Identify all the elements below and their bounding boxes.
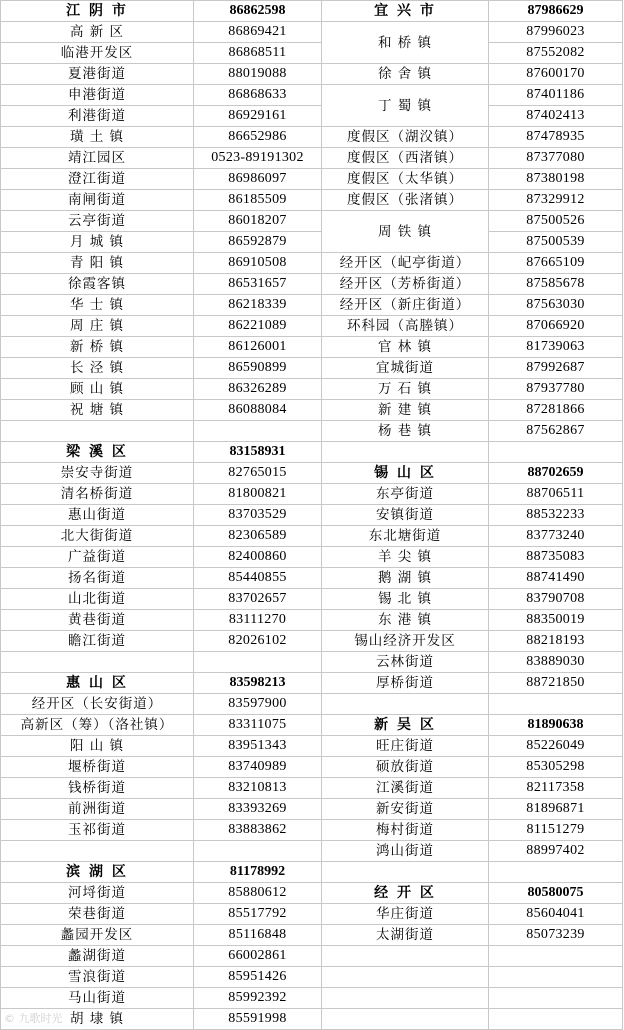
phone-number: 86218339 [194,295,322,316]
table-row [1,883,623,904]
table-row [1,400,623,421]
table-row [1,274,623,295]
phone-number: 85517792 [194,904,322,925]
subdistrict-name: 太湖街道 [322,925,489,946]
phone-number: 86185509 [194,190,322,211]
phone-number: 88741490 [489,568,623,589]
subdistrict-name: 东 港 镇 [322,610,489,631]
district-name: 惠 山 区 [1,673,194,694]
subdistrict-name [322,946,489,967]
phone-number: 88721850 [489,673,623,694]
subdistrict-name: 广益街道 [1,547,194,568]
phone-number: 83111270 [194,610,322,631]
table-row [1,925,623,946]
subdistrict-name: 度假区（太华镇） [322,169,489,190]
phone-number [194,841,322,862]
phone-number [194,421,322,442]
phone-number: 82400860 [194,547,322,568]
subdistrict-name: 夏港街道 [1,64,194,85]
district-name: 江 阴 市 [1,1,194,22]
table-row [1,526,623,547]
table-row [1,715,623,736]
subdistrict-name: 经开区（芳桥街道） [322,274,489,295]
subdistrict-name: 扬名街道 [1,568,194,589]
phone-number: 82306589 [194,526,322,547]
phone-number: 87281866 [489,400,623,421]
phone-number: 83311075 [194,715,322,736]
phone-number: 82765015 [194,463,322,484]
table-row [1,484,623,505]
phone-number: 86326289 [194,379,322,400]
phone-number: 83883862 [194,820,322,841]
table-row [1,358,623,379]
table-row [1,316,623,337]
subdistrict-name [322,967,489,988]
table-row [1,64,623,85]
table-row [1,106,623,127]
phone-number: 83790708 [489,589,623,610]
phone-number: 85226049 [489,736,623,757]
table-row [1,1,623,22]
subdistrict-name: 长 泾 镇 [1,358,194,379]
subdistrict-name: 周 庄 镇 [1,316,194,337]
subdistrict-name: 云林街道 [322,652,489,673]
subdistrict-name: 瞻江街道 [1,631,194,652]
subdistrict-name: 堰桥街道 [1,757,194,778]
subdistrict-name: 月 城 镇 [1,232,194,253]
subdistrict-name: 蠡湖街道 [1,946,194,967]
phone-number: 87563030 [489,295,623,316]
subdistrict-name: 钱桥街道 [1,778,194,799]
phone-number: 86221089 [194,316,322,337]
phone-number: 83740989 [194,757,322,778]
subdistrict-name: 经开区（新庄街道） [322,295,489,316]
subdistrict-name: 云亭街道 [1,211,194,232]
phone-number [489,1009,623,1030]
subdistrict-name: 羊 尖 镇 [322,547,489,568]
phone-number: 81800821 [194,484,322,505]
phone-number: 0523-89191302 [194,148,322,169]
subdistrict-name: 徐霞客镇 [1,274,194,295]
subdistrict-name: 度假区（湖㳇镇） [322,127,489,148]
subdistrict-name: 万 石 镇 [322,379,489,400]
table-row [1,736,623,757]
phone-number: 81896871 [489,799,623,820]
phone-number: 81739063 [489,337,623,358]
subdistrict-name [1,421,194,442]
phone-number [489,967,623,988]
subdistrict-name: 鹅 湖 镇 [322,568,489,589]
subdistrict-name: 度假区（张渚镇） [322,190,489,211]
table-row [1,421,623,442]
table-row [1,967,623,988]
phone-number: 83597900 [194,694,322,715]
subdistrict-name: 环科园（高塍镇） [322,316,489,337]
table-body [1,1,623,1030]
phone-number: 83702657 [194,589,322,610]
table-row [1,232,623,253]
district-name: 滨 湖 区 [1,862,194,883]
district-name: 梁 溪 区 [1,442,194,463]
phone-number: 87500526 [489,211,623,232]
subdistrict-name: 经开区（长安街道） [1,694,194,715]
subdistrict-name [322,1009,489,1030]
table-row [1,43,623,64]
phone-number: 87401186 [489,85,623,106]
subdistrict-name: 安镇街道 [322,505,489,526]
table-row [1,841,623,862]
phone-number: 86869421 [194,22,322,43]
subdistrict-name: 旺庄街道 [322,736,489,757]
subdistrict-name [322,862,489,883]
table-row [1,820,623,841]
subdistrict-name: 荣巷街道 [1,904,194,925]
subdistrict-name: 杨 巷 镇 [322,421,489,442]
subdistrict-name: 硕放街道 [322,757,489,778]
phone-number [194,652,322,673]
subdistrict-name [322,988,489,1009]
subdistrict-name: 马山街道 [1,988,194,1009]
phone-number: 86088084 [194,400,322,421]
phone-number: 86126001 [194,337,322,358]
phone-number: 87329912 [489,190,623,211]
subdistrict-name: 和 桥 镇 [322,22,489,64]
subdistrict-name: 祝 塘 镇 [1,400,194,421]
table-row [1,652,623,673]
district-phone: 87986629 [489,1,623,22]
phone-number: 66002861 [194,946,322,967]
district-phone: 81178992 [194,862,322,883]
phone-number: 86018207 [194,211,322,232]
phone-number [489,442,623,463]
phone-number: 87600170 [489,64,623,85]
phone-number: 86868511 [194,43,322,64]
phone-number: 82117358 [489,778,623,799]
phone-number: 85591998 [194,1009,322,1030]
subdistrict-name: 惠山街道 [1,505,194,526]
phone-number: 88019088 [194,64,322,85]
phone-number: 85951426 [194,967,322,988]
table-row [1,295,623,316]
table-row [1,337,623,358]
district-phone: 88702659 [489,463,623,484]
subdistrict-name: 璜 土 镇 [1,127,194,148]
table-row [1,463,623,484]
subdistrict-name [322,694,489,715]
subdistrict-name: 锡山经济开发区 [322,631,489,652]
subdistrict-name: 山北街道 [1,589,194,610]
phone-number: 86986097 [194,169,322,190]
subdistrict-name: 清名桥街道 [1,484,194,505]
phone-number: 87937780 [489,379,623,400]
phone-number: 86590899 [194,358,322,379]
table-row [1,211,623,232]
table-row [1,505,623,526]
subdistrict-name: 阳 山 镇 [1,736,194,757]
table-row [1,1009,623,1030]
phone-number: 85116848 [194,925,322,946]
subdistrict-name: 华 士 镇 [1,295,194,316]
subdistrict-name: 官 林 镇 [322,337,489,358]
subdistrict-name: 青 阳 镇 [1,253,194,274]
subdistrict-name: 度假区（西渚镇） [322,148,489,169]
subdistrict-name [1,652,194,673]
phone-number [489,862,623,883]
subdistrict-name: 宜城街道 [322,358,489,379]
table-row [1,568,623,589]
phone-number: 82026102 [194,631,322,652]
phone-number: 87380198 [489,169,623,190]
subdistrict-name: 经开区（屺亭街道） [322,253,489,274]
phone-number [489,694,623,715]
phone-number: 88706511 [489,484,623,505]
phone-number: 81151279 [489,820,623,841]
subdistrict-name: 鸿山街道 [322,841,489,862]
table-row [1,379,623,400]
phone-number: 88532233 [489,505,623,526]
subdistrict-name: 前洲街道 [1,799,194,820]
watermark: © 九歌时光 [4,1012,63,1025]
district-phone: 81890638 [489,715,623,736]
phone-number: 85604041 [489,904,623,925]
phone-number: 87066920 [489,316,623,337]
table-row [1,946,623,967]
subdistrict-name: 河埒街道 [1,883,194,904]
subdistrict-name: 顾 山 镇 [1,379,194,400]
phone-number: 87992687 [489,358,623,379]
table-row [1,547,623,568]
subdistrict-name: 新 建 镇 [322,400,489,421]
subdistrict-name: 新安街道 [322,799,489,820]
phone-number: 85992392 [194,988,322,1009]
table-row [1,22,623,43]
subdistrict-name: 高 新 区 [1,22,194,43]
table-row [1,988,623,1009]
district-name: 经 开 区 [322,883,489,904]
phone-number: 83889030 [489,652,623,673]
phone-number: 83951343 [194,736,322,757]
subdistrict-name: 锡 北 镇 [322,589,489,610]
subdistrict-name: 周 铁 镇 [322,211,489,253]
phone-number: 87377080 [489,148,623,169]
phone-number: 87665109 [489,253,623,274]
subdistrict-name [322,442,489,463]
subdistrict-name: 江溪街道 [322,778,489,799]
table-row [1,694,623,715]
subdistrict-name: 靖江园区 [1,148,194,169]
subdistrict-name: 崇安寺街道 [1,463,194,484]
subdistrict-name: 东北塘街道 [322,526,489,547]
subdistrict-name: 胡 埭 镇 [1,1009,194,1030]
phone-number: 88218193 [489,631,623,652]
phone-number: 86910508 [194,253,322,274]
phone-number: 86652986 [194,127,322,148]
table-row [1,442,623,463]
subdistrict-name [1,841,194,862]
phone-number: 88997402 [489,841,623,862]
district-phone: 86862598 [194,1,322,22]
subdistrict-name: 玉祁街道 [1,820,194,841]
phone-number: 85305298 [489,757,623,778]
subdistrict-name: 黄巷街道 [1,610,194,631]
phone-number: 87562867 [489,421,623,442]
subdistrict-name: 新 桥 镇 [1,337,194,358]
table-row [1,610,623,631]
subdistrict-name: 梅村街道 [322,820,489,841]
subdistrict-name: 南闸街道 [1,190,194,211]
phone-number: 86929161 [194,106,322,127]
subdistrict-name: 东亭街道 [322,484,489,505]
phone-number: 87500539 [489,232,623,253]
subdistrict-name: 丁 蜀 镇 [322,85,489,127]
table-row [1,862,623,883]
phone-number: 87478935 [489,127,623,148]
table-row [1,904,623,925]
phone-number: 83210813 [194,778,322,799]
table-row [1,631,623,652]
district-name: 新 吴 区 [322,715,489,736]
subdistrict-name: 蠡园开发区 [1,925,194,946]
phone-number: 83773240 [489,526,623,547]
district-phone: 80580075 [489,883,623,904]
table-row [1,85,623,106]
district-phone: 83158931 [194,442,322,463]
phone-number: 86868633 [194,85,322,106]
phone-number: 85880612 [194,883,322,904]
phone-number: 88735083 [489,547,623,568]
subdistrict-name: 利港街道 [1,106,194,127]
subdistrict-name: 厚桥街道 [322,673,489,694]
phone-number: 87552082 [489,43,623,64]
phone-number: 86592879 [194,232,322,253]
table-row [1,778,623,799]
phone-number: 85073239 [489,925,623,946]
subdistrict-name: 华庄街道 [322,904,489,925]
district-name: 宜 兴 市 [322,1,489,22]
table-row [1,799,623,820]
table-row [1,253,623,274]
subdistrict-name: 徐 舍 镇 [322,64,489,85]
subdistrict-name: 高新区（筹）（洛社镇） [1,715,194,736]
subdistrict-name: 北大街街道 [1,526,194,547]
table-row [1,589,623,610]
table-row [1,148,623,169]
phone-number: 83393269 [194,799,322,820]
table-row [1,757,623,778]
phone-number: 85440855 [194,568,322,589]
district-phone: 83598213 [194,673,322,694]
phone-number: 83703529 [194,505,322,526]
phone-number: 86531657 [194,274,322,295]
phone-number [489,988,623,1009]
subdistrict-name: 澄江街道 [1,169,194,190]
table-row [1,169,623,190]
phone-number: 87402413 [489,106,623,127]
phone-number: 87996023 [489,22,623,43]
phone-number: 87585678 [489,274,623,295]
district-name: 锡 山 区 [322,463,489,484]
phone-number: 88350019 [489,610,623,631]
phone-number [489,946,623,967]
table-row [1,673,623,694]
table-row [1,127,623,148]
subdistrict-name: 雪浪街道 [1,967,194,988]
subdistrict-name: 临港开发区 [1,43,194,64]
subdistrict-name: 申港街道 [1,85,194,106]
table-row [1,190,623,211]
